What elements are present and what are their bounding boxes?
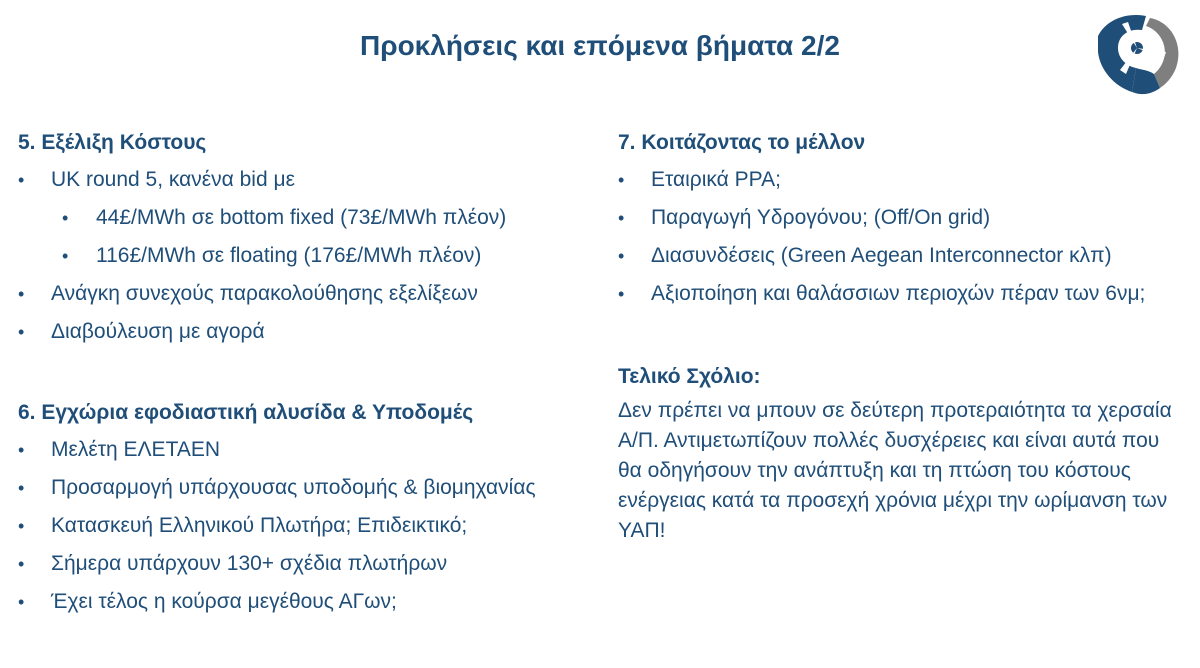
section-heading-future: 7. Κοιτάζοντας το μέλλον — [618, 131, 866, 154]
right-column — [618, 128, 1188, 546]
bullet-icon: • — [618, 246, 625, 266]
bullet-icon: • — [18, 284, 25, 304]
bullet-icon: • — [618, 170, 625, 190]
list-item: • Μελέτη ΕΛΕΤΑΕΝ — [18, 436, 598, 464]
bullet-icon: • — [18, 322, 25, 342]
left-column — [18, 128, 598, 626]
bullet-icon: • — [18, 554, 25, 574]
final-comment-text: Δεν πρέπει να μπουν σε δεύτερη προτεραιότητα τα χερσαία Α/Π. Αντιμετωπίζουν πολλές δυσχέρειες και είναι αυτά που θα οδηγήσουν την ανάπτυξη και τη πτώση του κόστους ενέργειας κατά τα προσεχή χρόνια μέχρι την ωρίμανση των ΥΑΠ! — [618, 399, 1172, 542]
final-comment-heading: Τελικό Σχόλιο: — [618, 365, 761, 388]
list-item: • 44£/MWh σε bottom fixed (73£/MWh πλέον) — [18, 204, 598, 232]
list-item: • Ανάγκη συνεχούς παρακολούθησης εξελίξεων — [18, 280, 598, 308]
list-item: • Παραγωγή Υδρογόνου; (Off/On grid) — [618, 204, 1188, 232]
list-item: • Διαβούλευση με αγορά — [18, 318, 598, 346]
cost-bullet-list — [18, 166, 598, 346]
list-item: • Προσαρμογή υπάρχουσας υποδομής & βιομηχανίας — [18, 474, 598, 502]
bullet-icon: • — [62, 246, 69, 266]
slide-title: Προκλήσεις και επόμενα βήματα 2/2 — [360, 30, 840, 61]
bullet-icon: • — [618, 208, 625, 228]
list-item: • 116£/MWh σε floating (176£/MWh πλέον) — [18, 242, 598, 270]
list-item: • Σήμερα υπάρχουν 130+ σχέδια πλωτήρων — [18, 550, 598, 578]
list-item: • Εταιρικά PPA; — [618, 166, 1188, 194]
bullet-icon: • — [18, 592, 25, 612]
section-heading-supply-chain: 6. Εγχώρια εφοδιαστική αλυσίδα & Υποδομές — [18, 401, 474, 424]
bullet-icon: • — [18, 478, 25, 498]
list-item: • Διασυνδέσεις (Green Aegean Interconnector κλπ) — [618, 242, 1188, 270]
bullet-icon: • — [18, 170, 25, 190]
list-item: • Κατασκευή Ελληνικού Πλωτήρα; Επιδεικτικό; — [18, 512, 598, 540]
section-heading-cost: 5. Εξέλιξη Κόστους — [18, 131, 207, 154]
turbine-logo-icon — [1092, 8, 1184, 100]
bullet-icon: • — [18, 516, 25, 536]
future-bullet-list — [618, 166, 1188, 308]
list-item: • UK round 5, κανένα bid με — [18, 166, 598, 194]
bullet-icon: • — [62, 208, 69, 228]
list-item: • Έχει τέλος η κούρσα μεγέθους ΑΓων; — [18, 588, 598, 616]
bullet-icon: • — [18, 440, 25, 460]
list-item: • Αξιοποίηση και θαλάσσιων περιοχών πέραν των 6νμ; — [618, 280, 1188, 308]
supply-chain-bullet-list — [18, 436, 598, 616]
bullet-icon: • — [618, 284, 625, 304]
